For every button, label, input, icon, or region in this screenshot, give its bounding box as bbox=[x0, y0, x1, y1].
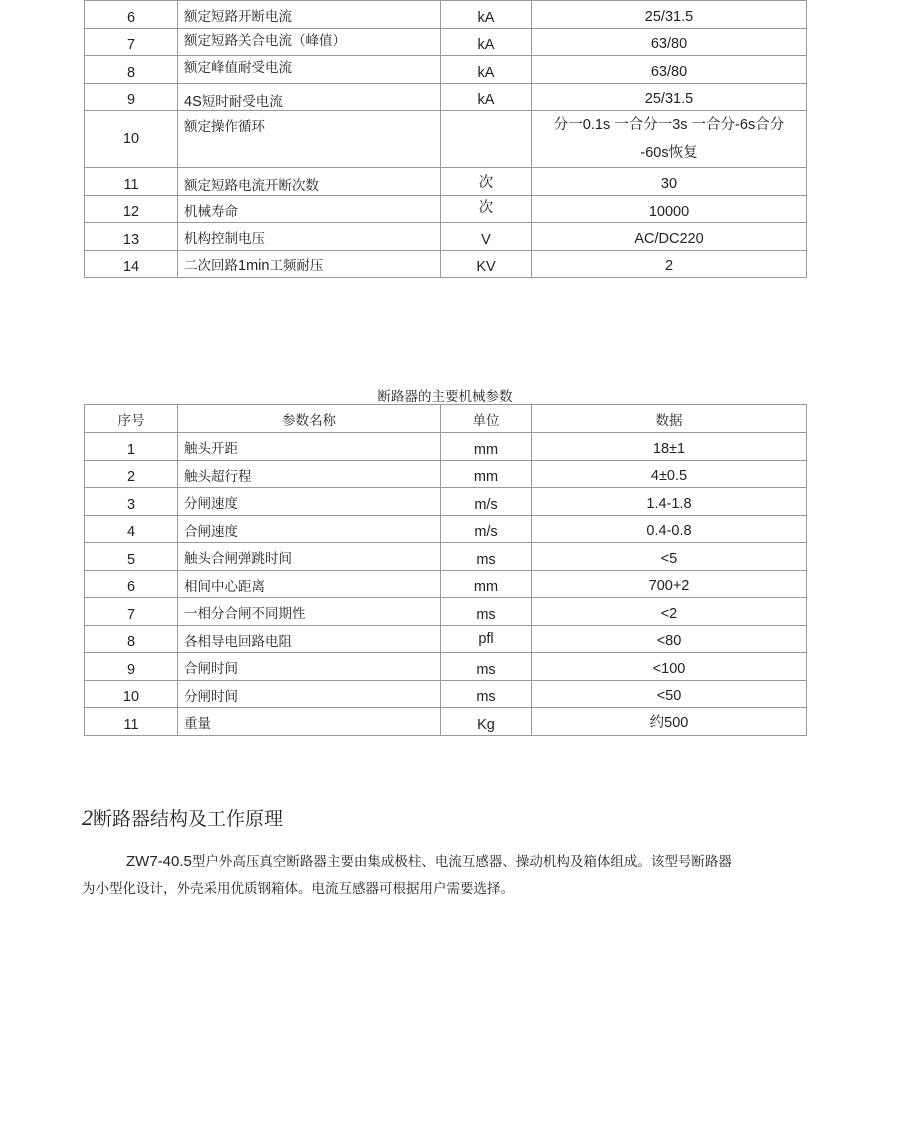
table-row bbox=[85, 488, 807, 516]
mechanical-parameters-table bbox=[84, 404, 807, 736]
table-row bbox=[85, 516, 807, 543]
table-row bbox=[85, 223, 807, 251]
paragraph-text: 型户外高压真空断路器主要由集成极柱、电流互感器、操动机构及箱体组成。该型号断路器 bbox=[191, 854, 732, 870]
param-name: 重量 bbox=[178, 708, 441, 736]
table-caption: 断路器的主要机械参数 bbox=[377, 389, 513, 405]
param-value: <5 bbox=[532, 543, 807, 571]
param-name: 分闸时间 bbox=[178, 681, 441, 708]
row-number: 11 bbox=[85, 708, 178, 736]
section-number: 2 bbox=[82, 805, 93, 830]
param-value: <80 bbox=[532, 626, 807, 653]
row-number: 1 bbox=[85, 433, 178, 461]
row-number: 12 bbox=[85, 196, 178, 223]
param-name: 额定操作循环 bbox=[178, 111, 441, 168]
param-name-text: 短时耐受电流 bbox=[201, 94, 283, 110]
section-title: 断路器结构及工作原理 bbox=[93, 808, 284, 830]
param-name: 触头超行程 bbox=[178, 461, 441, 488]
param-name: 合闸速度 bbox=[178, 516, 441, 543]
table-row bbox=[85, 251, 807, 278]
param-name: 合闸时间 bbox=[178, 653, 441, 681]
row-number: 7 bbox=[85, 598, 178, 626]
section-heading bbox=[82, 804, 283, 831]
param-unit: kA bbox=[441, 56, 532, 84]
param-value: 0.4-0.8 bbox=[532, 516, 807, 543]
table-header-row bbox=[85, 405, 807, 433]
param-unit: kA bbox=[441, 1, 532, 29]
header-unit: 单位 bbox=[441, 405, 532, 433]
table-row bbox=[85, 571, 807, 598]
param-unit: pfl bbox=[441, 626, 532, 653]
param-value: 63/80 bbox=[532, 29, 807, 56]
table-row bbox=[85, 29, 807, 56]
row-number: 2 bbox=[85, 461, 178, 488]
param-unit: m/s bbox=[441, 516, 532, 543]
param-name: 额定峰值耐受电流 bbox=[178, 56, 441, 84]
operating-cycle-line-1: 分一0.1s 一合分一3s 一合分-6s合分 bbox=[553, 117, 785, 133]
row-number: 9 bbox=[85, 653, 178, 681]
param-name: 机构控制电压 bbox=[178, 223, 441, 251]
param-value: 30 bbox=[532, 168, 807, 196]
param-name: 额定短路电流开断次数 bbox=[178, 168, 441, 196]
row-number: 9 bbox=[85, 84, 178, 111]
row-number: 6 bbox=[85, 571, 178, 598]
row-number: 7 bbox=[85, 29, 178, 56]
param-unit: kA bbox=[441, 29, 532, 56]
param-value bbox=[532, 111, 807, 168]
table-row bbox=[85, 168, 807, 196]
param-name: 触头开距 bbox=[178, 433, 441, 461]
param-name: 各相导电回路电阻 bbox=[178, 626, 441, 653]
param-unit: mm bbox=[441, 461, 532, 488]
table-row bbox=[85, 433, 807, 461]
table-row bbox=[85, 598, 807, 626]
param-value: 1.4-1.8 bbox=[532, 488, 807, 516]
row-number: 4 bbox=[85, 516, 178, 543]
param-name: 触头合闸弹跳时间 bbox=[178, 543, 441, 571]
param-value: 10000 bbox=[532, 196, 807, 223]
param-name: 额定短路关合电流（峰值） bbox=[178, 29, 441, 56]
param-unit: m/s bbox=[441, 488, 532, 516]
param-name: 相间中心距离 bbox=[178, 571, 441, 598]
table-row bbox=[85, 1, 807, 29]
electrical-parameters-table bbox=[84, 0, 807, 278]
row-number: 13 bbox=[85, 223, 178, 251]
param-name bbox=[178, 84, 441, 111]
param-unit: kA bbox=[441, 84, 532, 111]
header-value: 数据 bbox=[532, 405, 807, 433]
row-number: 8 bbox=[85, 56, 178, 84]
param-name-prefix: 二次回路 bbox=[184, 258, 238, 274]
param-unit: ms bbox=[441, 543, 532, 571]
table-row bbox=[85, 653, 807, 681]
param-name: 机械寿命 bbox=[178, 196, 441, 223]
param-value: 约500 bbox=[532, 708, 807, 736]
param-unit: KV bbox=[441, 251, 532, 278]
table-row bbox=[85, 681, 807, 708]
param-unit: mm bbox=[441, 433, 532, 461]
table-row bbox=[85, 196, 807, 223]
param-value: AC/DC220 bbox=[532, 223, 807, 251]
param-name: 额定短路开断电流 bbox=[178, 1, 441, 29]
table-row bbox=[85, 56, 807, 84]
param-unit: 次 bbox=[441, 168, 532, 196]
body-paragraph-line-2: 为小型化设计，外壳采用优质钢箱体。电流互感器可根据用户需要选择。 bbox=[82, 881, 514, 897]
param-unit: ms bbox=[441, 653, 532, 681]
param-name: 分闸速度 bbox=[178, 488, 441, 516]
param-name bbox=[178, 251, 441, 278]
param-value: <100 bbox=[532, 653, 807, 681]
param-unit: V bbox=[441, 223, 532, 251]
row-number: 14 bbox=[85, 251, 178, 278]
param-name: 一相分合闸不同期性 bbox=[178, 598, 441, 626]
param-value: 4±0.5 bbox=[532, 461, 807, 488]
param-value: 700+2 bbox=[532, 571, 807, 598]
row-number: 8 bbox=[85, 626, 178, 653]
body-paragraph-line-1 bbox=[82, 850, 782, 870]
header-name: 参数名称 bbox=[178, 405, 441, 433]
param-unit bbox=[441, 111, 532, 168]
param-value: 25/31.5 bbox=[532, 84, 807, 111]
row-number: 10 bbox=[85, 111, 178, 168]
param-unit: Kg bbox=[441, 708, 532, 736]
row-number: 6 bbox=[85, 1, 178, 29]
table-row bbox=[85, 111, 807, 168]
model-number: ZW7-40.5 bbox=[126, 853, 192, 870]
param-value: 25/31.5 bbox=[532, 1, 807, 29]
table-row bbox=[85, 626, 807, 653]
param-value: 63/80 bbox=[532, 56, 807, 84]
param-value: 2 bbox=[532, 251, 807, 278]
param-value: <50 bbox=[532, 681, 807, 708]
param-name-latin: 4S bbox=[184, 94, 202, 110]
table-row bbox=[85, 461, 807, 488]
param-name-latin: 1min bbox=[238, 258, 270, 274]
header-no: 序号 bbox=[85, 405, 178, 433]
param-name-text: 工频耐压 bbox=[269, 258, 324, 274]
row-number: 3 bbox=[85, 488, 178, 516]
table-row bbox=[85, 84, 807, 111]
row-number: 10 bbox=[85, 681, 178, 708]
param-unit: mm bbox=[441, 571, 532, 598]
table-row bbox=[85, 708, 807, 736]
param-value: <2 bbox=[532, 598, 807, 626]
operating-cycle-line-2: -60s恢复 bbox=[640, 145, 698, 161]
param-unit: ms bbox=[441, 681, 532, 708]
row-number: 11 bbox=[85, 168, 178, 196]
param-unit: 次 bbox=[441, 196, 532, 223]
param-unit: ms bbox=[441, 598, 532, 626]
table-row bbox=[85, 543, 807, 571]
row-number: 5 bbox=[85, 543, 178, 571]
param-value: 18±1 bbox=[532, 433, 807, 461]
